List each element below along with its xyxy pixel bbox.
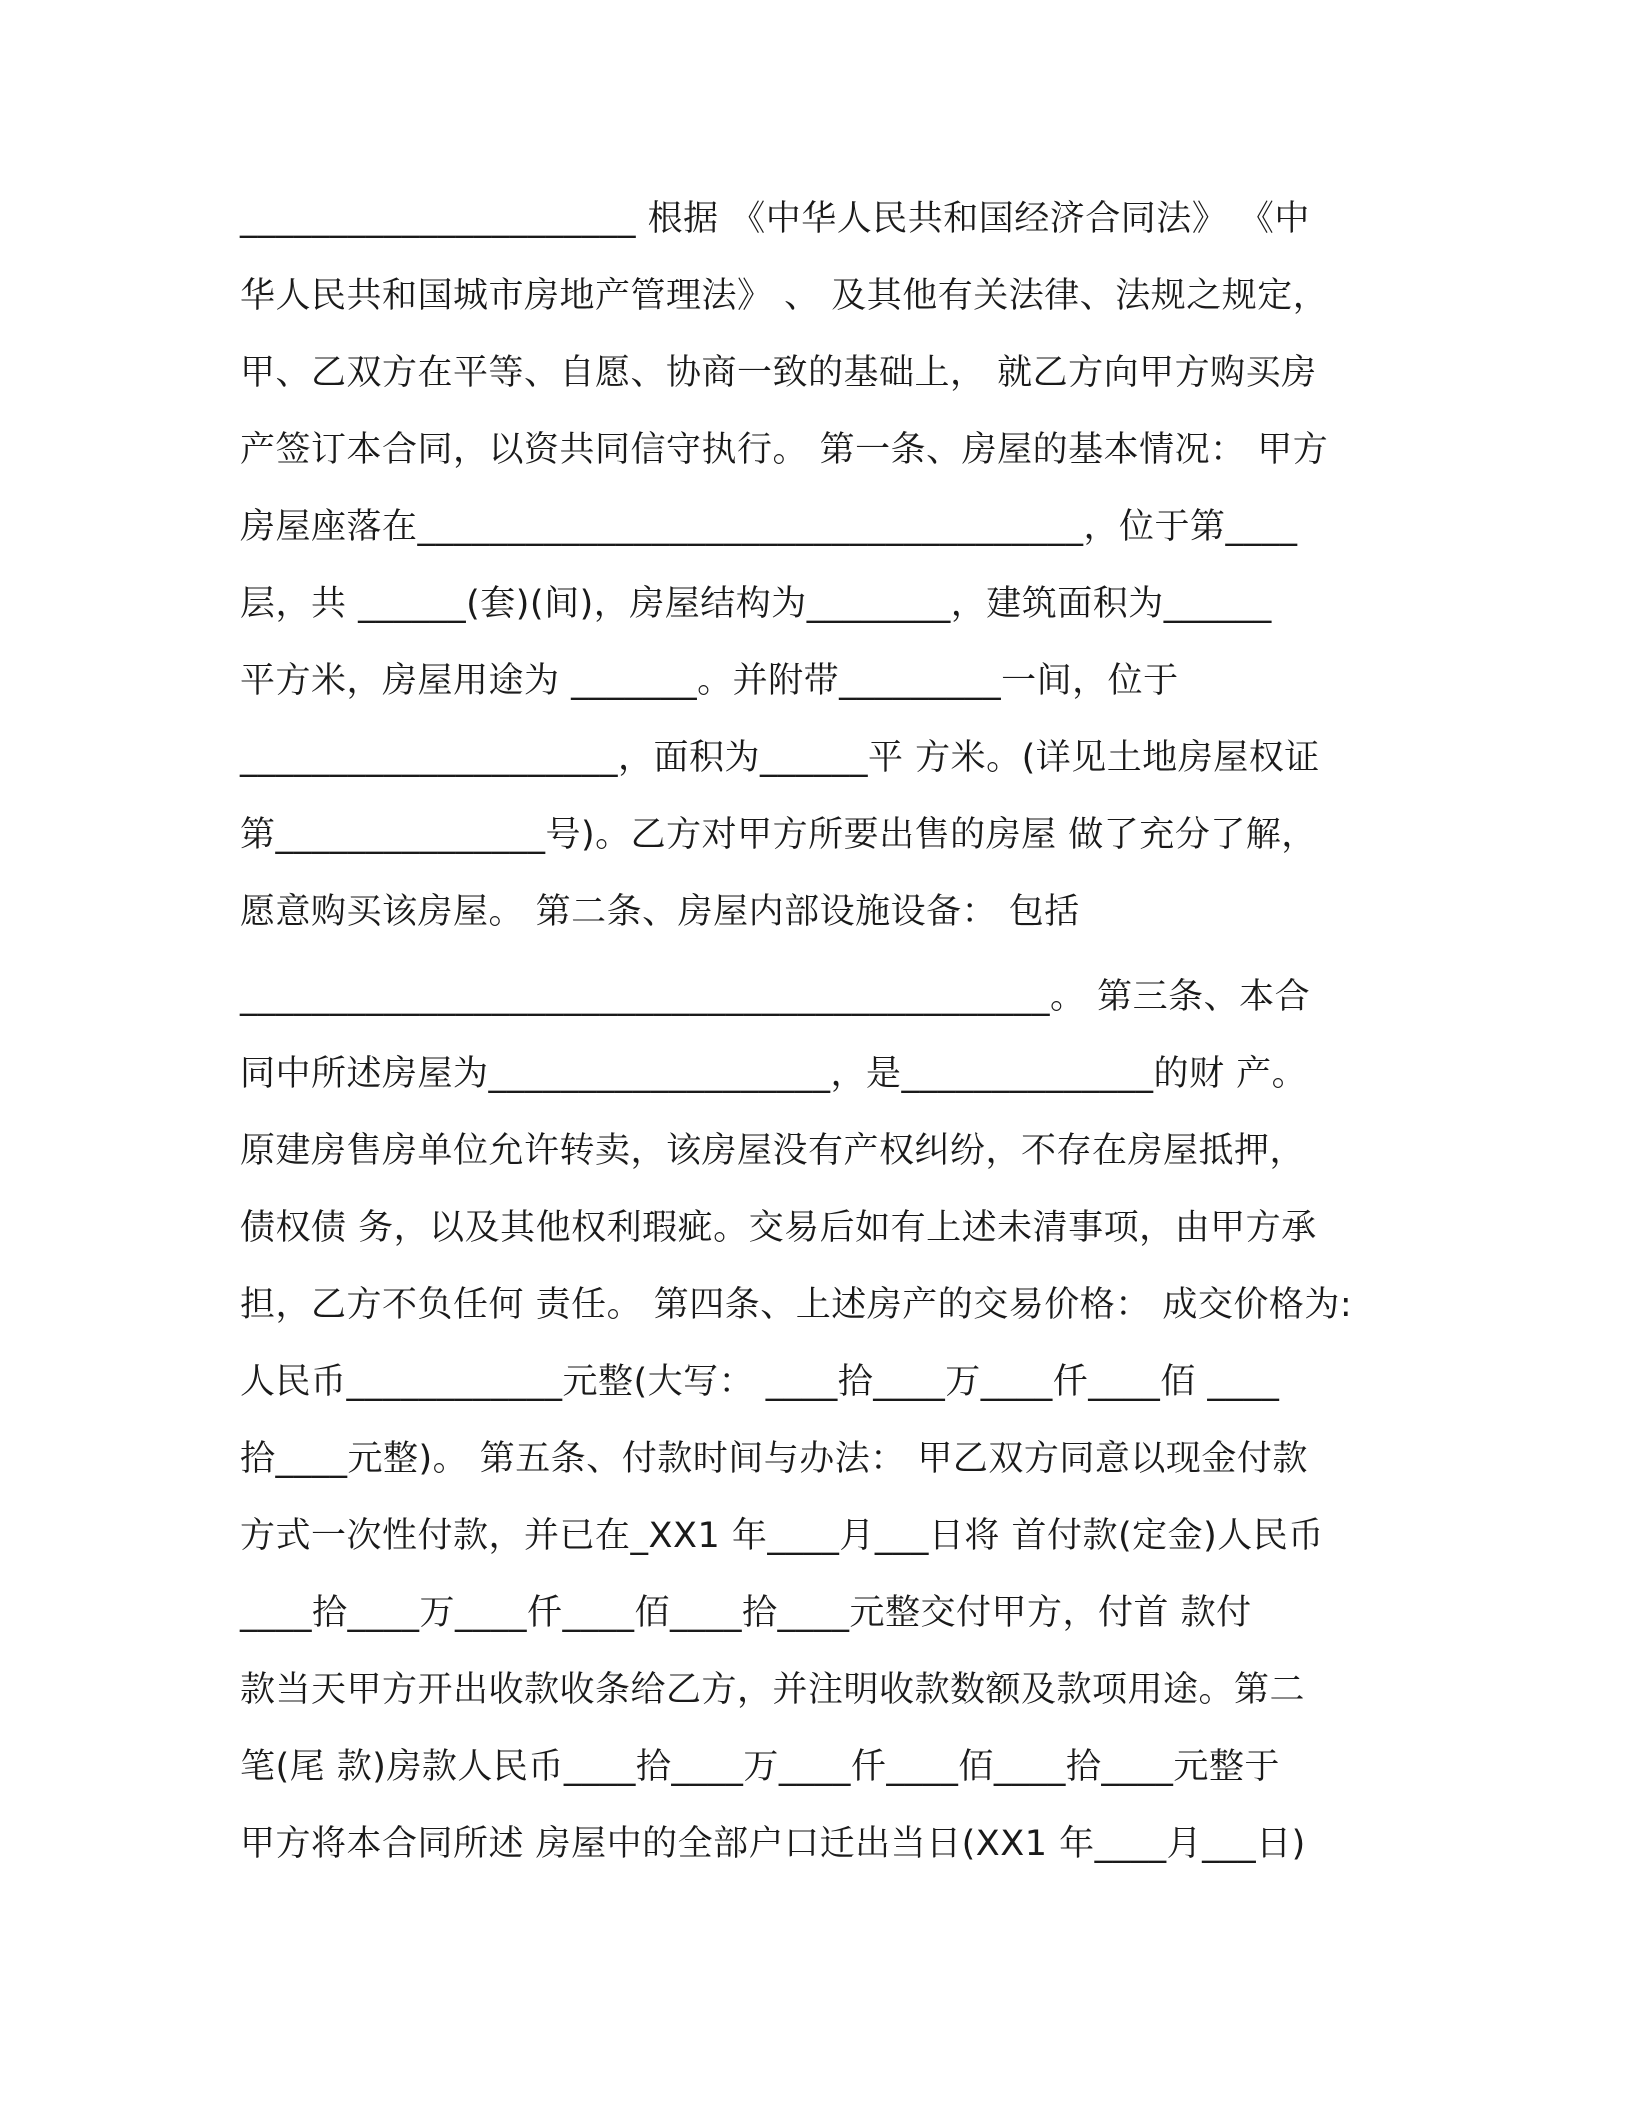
text-line: 方式一次性付款，并已在_XX1 年____月___日将 首付款(定金)人民币	[240, 1516, 1324, 1556]
text-line: 笔(尾 款)房款人民币____拾____万____仟____佰____拾____元整于	[240, 1747, 1280, 1787]
text-line: _____________________________________________。 第三条、本合	[240, 977, 1311, 1017]
contract-text	[240, 190, 1410, 1892]
text-line: 甲方将本合同所述 房屋中的全部户口迁出当日(XX1 年____月___日)	[240, 1824, 1306, 1864]
text-line: 债权债 务，以及其他权利瑕疵。交易后如有上述未清事项，由甲方承	[240, 1208, 1317, 1248]
text-line: _____________________，面积为______平 方米。(详见土地房屋权证	[240, 738, 1320, 778]
text-line: ____拾____万____仟____佰____拾____元整交付甲方，付首 款付	[240, 1593, 1252, 1633]
text-line: 房屋座落在_____________________________________，位于第____	[240, 507, 1298, 547]
text-line: 人民币____________元整(大写： ____拾____万____仟____佰 ____	[240, 1362, 1280, 1402]
text-line: 甲、乙双方在平等、自愿、协商一致的基础上， 就乙方向甲方购买房	[240, 353, 1317, 393]
text-line: 担，乙方不负任何 责任。 第四条、上述房产的交易价格： 成交价格为:	[240, 1285, 1353, 1325]
text-line: 平方米，房屋用途为 _______。并附带_________一间，位于	[240, 661, 1179, 701]
text-line: 产签订本合同，以资共同信守执行。 第一条、房屋的基本情况： 甲方	[240, 430, 1329, 470]
text-line: ______________________ 根据 《中华人民共和国经济合同法》 《中	[240, 199, 1310, 239]
text-line: 拾____元整)。 第五条、付款时间与办法： 甲乙双方同意以现金付款	[240, 1439, 1308, 1479]
text-line: 华人民共和国城市房地产管理法》 、 及其他有关法律、法规之规定，	[240, 276, 1329, 316]
text-line: 层，共 ______(套)(间)，房屋结构为________，建筑面积为______	[240, 584, 1272, 624]
text-line: 原建房售房单位允许转卖，该房屋没有产权纠纷，不存在房屋抵押，	[240, 1131, 1306, 1171]
text-line: 同中所述房屋为___________________，是______________的财 产。	[240, 1054, 1308, 1094]
text-line: 第_______________号)。乙方对甲方所要出售的房屋 做了充分了解，	[240, 815, 1317, 855]
text-line: 款当天甲方开出收款收条给乙方，并注明收款数额及款项用途。第二	[240, 1670, 1306, 1710]
text-line: 愿意购买该房屋。 第二条、房屋内部设施设备： 包括	[240, 892, 1080, 932]
